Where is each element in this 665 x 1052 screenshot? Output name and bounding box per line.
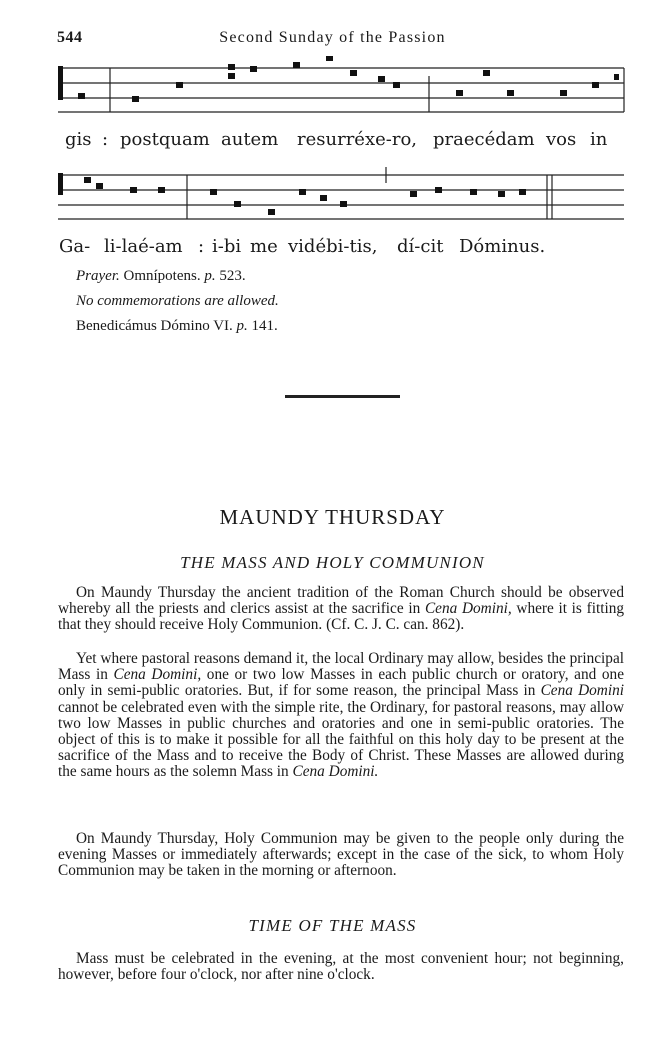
text-run: one or two low Masses in each public church or oratory, and one only in semi-public oratories. But, if for some reason, the principal Mass in: [58, 666, 624, 700]
staff-lines-2: [58, 167, 624, 219]
syllable: gis: [65, 129, 92, 150]
syllable: in: [590, 129, 608, 150]
custos-icon: [614, 74, 619, 80]
neume: [519, 189, 526, 195]
chant-staff-1: [0, 52, 665, 122]
neume: [592, 82, 599, 88]
paragraph-3: On Maundy Thursday, Holy Communion may be given to the people only during the evening Masses or immediately afterwards; except in the case of the sick, to whom Holy Communion may be taken in the morning or afternoon.: [58, 830, 624, 880]
neume: [96, 183, 103, 189]
syllable: me: [250, 236, 278, 257]
page-ref-label: p.: [204, 268, 216, 284]
syllable: praecédam: [433, 129, 535, 150]
lyrics-line-2: [0, 236, 665, 260]
commemorations-rubric: [76, 293, 279, 310]
section-divider: [285, 395, 400, 398]
syllable: postquam: [120, 129, 210, 150]
running-title: Second Sunday of the Passion: [219, 29, 446, 46]
section-subtitle: THE MASS AND HOLY COMMUNION: [180, 553, 485, 572]
neume: [326, 56, 333, 61]
prayer-label: Prayer.: [76, 268, 120, 284]
neume: [378, 76, 385, 82]
text-run: where it is fitting that they should receive Holy Communion. (Cf. C. J. C. can. 862).: [58, 600, 624, 634]
paragraph-4: Mass must be celebrated in the evening, at the most convenient hour; not beginning, however, before four o'clock, nor after nine o'clock.: [58, 950, 624, 984]
paragraph-2: [58, 651, 624, 781]
syllable: :: [198, 236, 205, 257]
neume: [228, 64, 235, 70]
neume: [483, 70, 490, 76]
neume: [560, 90, 567, 96]
lyrics-line-1: [0, 129, 665, 153]
neume: [299, 189, 306, 195]
chant-staff-2: [0, 163, 665, 233]
page-ref-label: p.: [236, 318, 248, 334]
italic-term: Cena Domini: [540, 682, 624, 700]
neume: [84, 177, 91, 183]
page-number: 544: [57, 29, 83, 46]
neume: [410, 191, 417, 197]
section-subtitle-2: TIME OF THE MASS: [248, 916, 417, 935]
neume: [158, 187, 165, 193]
syllable: li-laé-am: [104, 236, 183, 257]
neume: [293, 62, 300, 68]
neume: [176, 82, 183, 88]
syllable: vidébi-tis,: [288, 236, 378, 257]
neume: [78, 93, 85, 99]
do-clef-icon: [58, 173, 63, 195]
staff-lines-1: [58, 68, 624, 112]
text-run: Yet where pastoral reasons demand it, the local Ordinary may allow, besides the principal Mass in: [58, 650, 624, 684]
neume: [470, 189, 477, 195]
syllable: :: [102, 129, 109, 150]
neume: [320, 195, 327, 201]
page-ref: 141.: [251, 318, 278, 334]
section-title: MAUNDY THURSDAY: [219, 505, 446, 529]
neume: [507, 90, 514, 96]
text-run: On Maundy Thursday the ancient tradition of the Roman Church should be observed whereby all the priests and clerics assist at the sacrifice in: [58, 584, 624, 618]
chant-neumes-2: [58, 173, 526, 215]
neume: [435, 187, 442, 193]
benedicamus-rubric: [76, 318, 278, 335]
syllable: Dóminus.: [459, 236, 546, 257]
syllable: dí-cit: [397, 236, 444, 257]
neume: [234, 201, 241, 207]
neume: [393, 82, 400, 88]
italic-term: Cena Domini.: [292, 763, 379, 781]
syllable: Ga-: [59, 236, 91, 257]
neume: [132, 96, 139, 102]
do-clef-icon: [58, 66, 63, 100]
text-run: cannot be celebrated even with the simple rite, the Ordinary, for pastoral reasons, may allow two low Masses in public churches and oratories and one in semi-public oratories. The object of this is to make it possible for all the faithful on this holy day to be present at the sacrifice of the Mass and to receive the Body of Christ. These Masses are allowed during the same hours as the solemn Mass in: [58, 698, 624, 781]
syllable: vos: [546, 129, 577, 150]
syllable: autem: [221, 129, 279, 150]
page-ref: 523.: [219, 268, 246, 284]
paragraph-1: [58, 585, 624, 634]
neume: [456, 90, 463, 96]
chant-neumes-1: [58, 56, 619, 102]
prayer-text: Omnípotens.: [123, 268, 201, 284]
neume: [350, 70, 357, 76]
benedicamus-text: Benedicámus Dómino VI.: [76, 318, 233, 334]
neume: [340, 201, 347, 207]
italic-term: Cena Domini,: [424, 600, 512, 618]
commemorations-text: No commemorations are allowed.: [76, 293, 279, 309]
prayer-rubric: [76, 268, 246, 285]
neume: [498, 191, 505, 197]
syllable: resurréxe-ro,: [297, 129, 417, 150]
italic-term: Cena Domini,: [113, 666, 202, 684]
neume: [210, 189, 217, 195]
syllable: i-bi: [212, 236, 242, 257]
neume: [130, 187, 137, 193]
neume: [228, 73, 235, 79]
neume: [268, 209, 275, 215]
neume: [250, 66, 257, 72]
